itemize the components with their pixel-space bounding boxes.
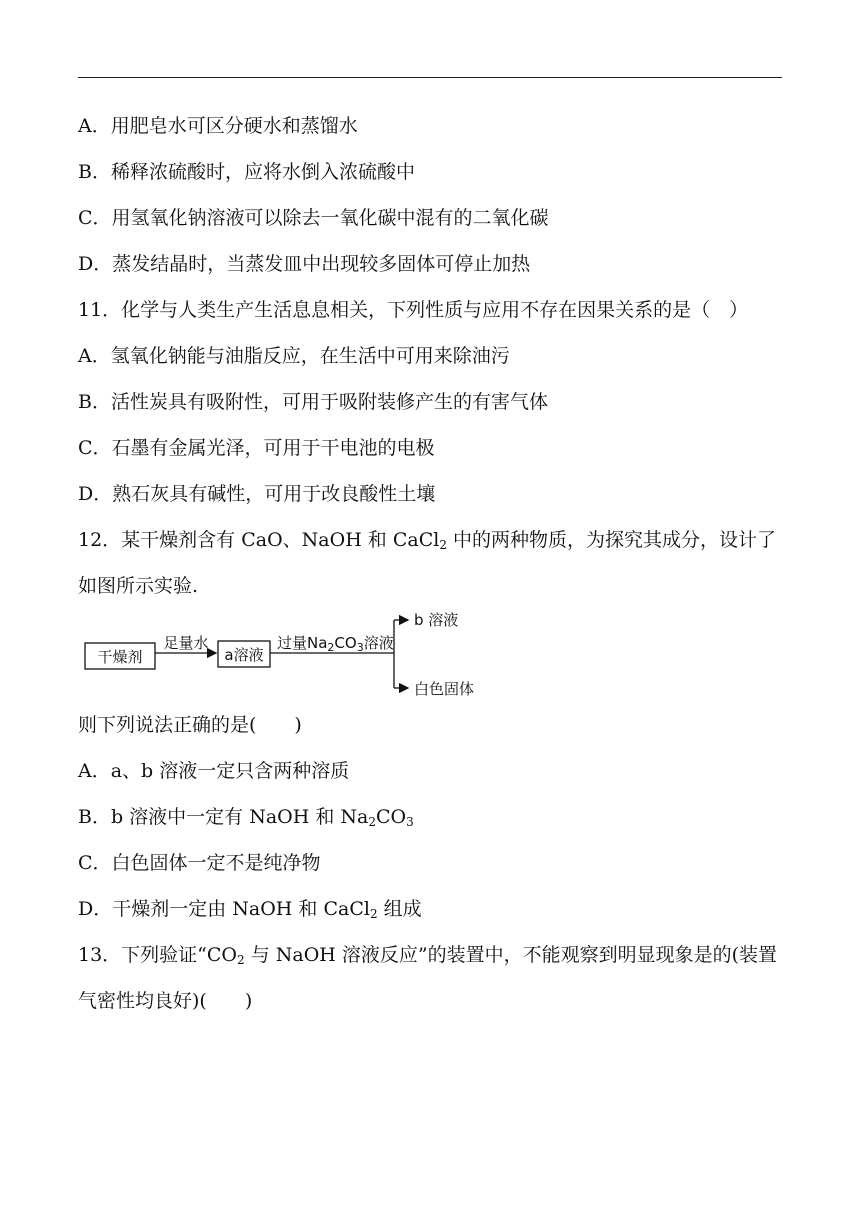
q11-option-d: D．熟石灰具有碱性，可用于改良酸性土壤 [78,483,436,505]
box-a-solution-label: a溶液 [224,646,264,664]
box-desiccant-label: 干燥剂 [97,648,143,666]
q12-stem-line1: 12．某干燥剂含有 CaO、NaOH 和 CaCl$_2$ 中的两种物质，为探究其成分，设计了 [78,529,777,552]
arrow-1-label: 足量水 [163,634,209,652]
q10-option-c: C．用氢氧化钠溶液可以除去一氧化碳中混有的二氧化碳 [78,207,549,229]
q12-option-d: D．干燥剂一定由 NaOH 和 CaCl$_2$ 组成 [78,898,422,921]
q10-option-d: D．蒸发结晶时，当蒸发皿中出现较多固体可停止加热 [78,253,531,275]
q12-option-b: B．b 溶液中一定有 NaOH 和 $Na_2CO_3$ [78,806,414,829]
q11-option-c: C．石墨有金属光泽，可用于干电池的电极 [78,437,435,459]
q12-ask: 则下列说法正确的是( ) [78,714,302,736]
arrow-2-label: 过量$Na_2CO_3$溶液 [277,634,394,654]
q12-stem-line2: 如图所示实验. [78,575,199,597]
q11-option-a: A．氢氧化钠能与油脂反应，在生活中可用来除油污 [78,345,510,367]
output-white-solid: 白色固体 [414,680,475,698]
q12-option-c: C．白色固体一定不是纯净物 [78,852,321,874]
q12-option-a: A．a、b 溶液一定只含两种溶质 [78,760,350,782]
output-b-solution: b 溶液 [414,611,459,629]
q11-option-b: B．活性炭具有吸附性，可用于吸附装修产生的有害气体 [78,391,548,413]
q13-stem-line2: 气密性均良好)( ) [78,990,253,1012]
q10-option-b: B．稀释浓硫酸时，应将水倒入浓硫酸中 [78,161,415,183]
q11-stem: 11．化学与人类生产生活息息相关，下列性质与应用不存在因果关系的是（ ） [78,299,749,321]
q13-stem-line1: 13．下列验证“$CO_2$ 与 NaOH 溶液反应”的装置中，不能观察到明显现象是的(装置 [78,944,778,967]
q10-option-a: A．用肥皂水可区分硬水和蒸馏水 [78,115,358,137]
